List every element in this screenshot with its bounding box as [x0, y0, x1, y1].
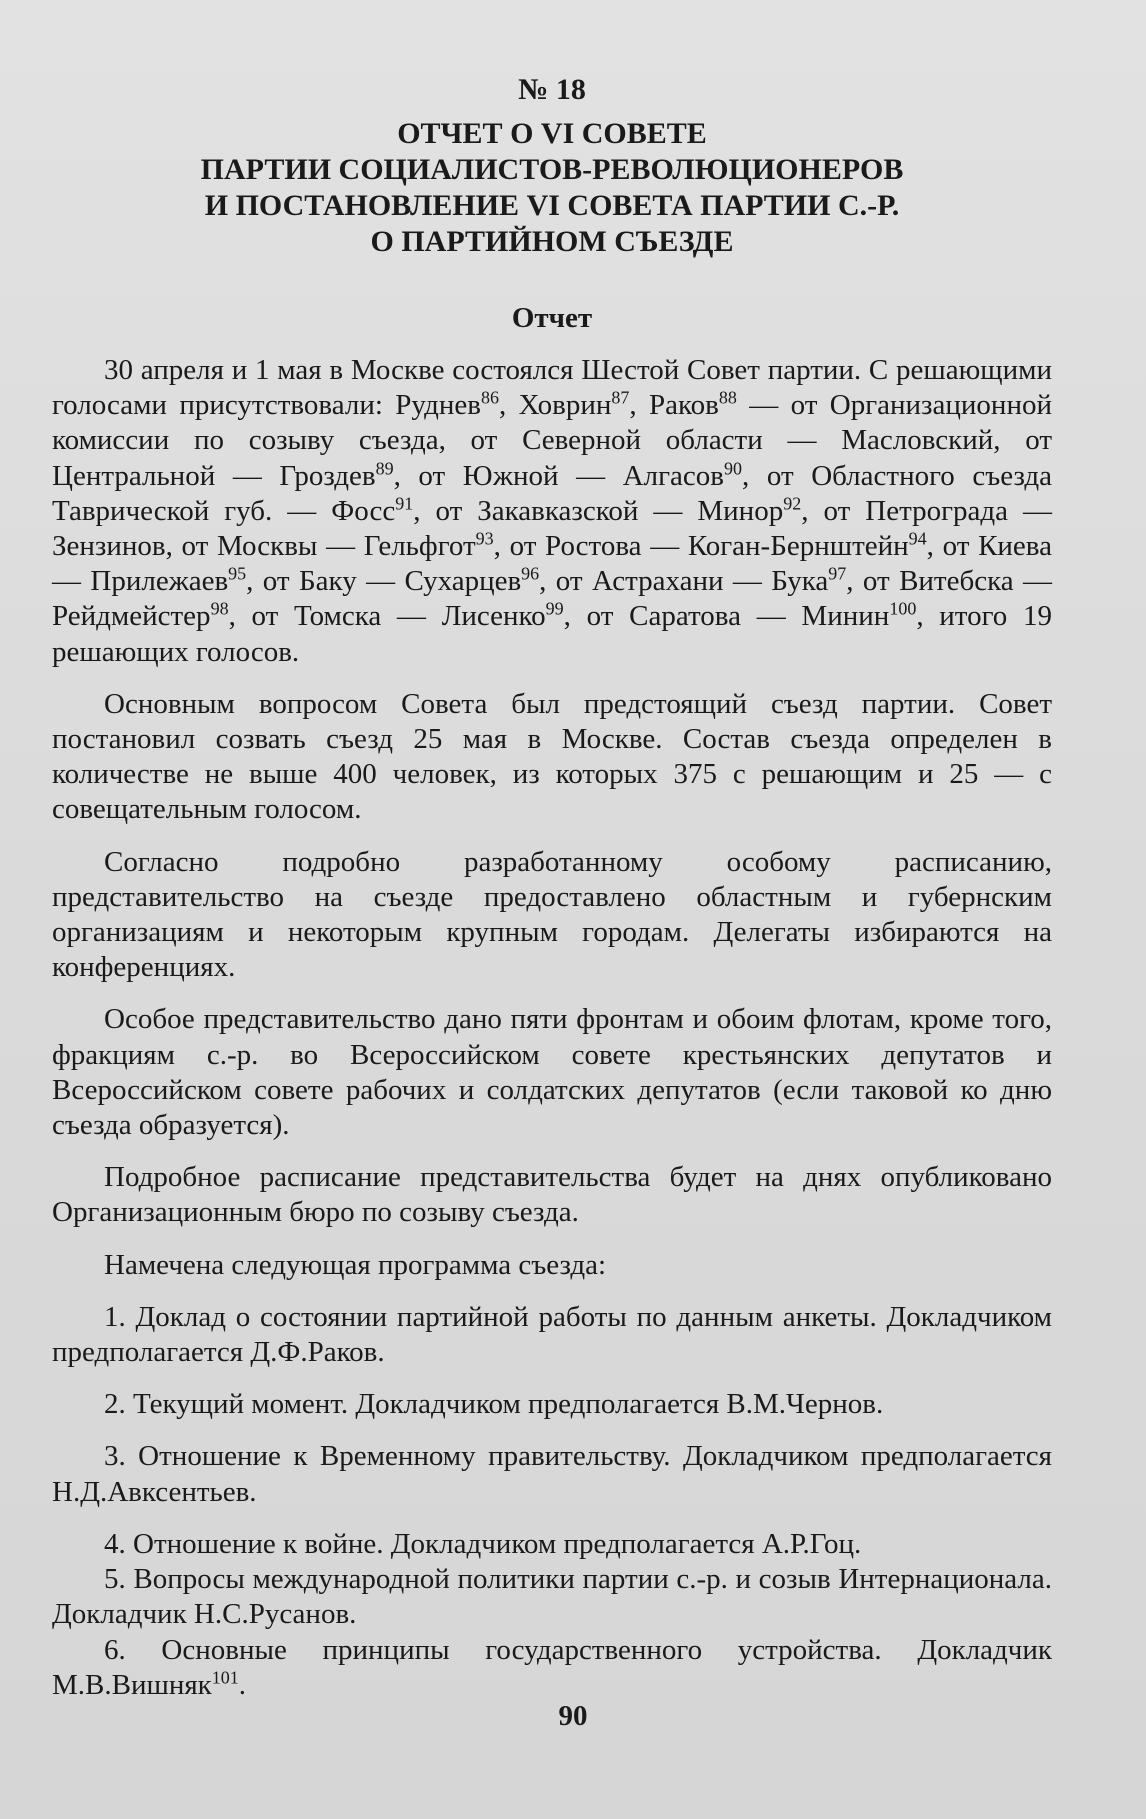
footnote-ref: 88 [718, 387, 737, 408]
paragraph-special-representation: Особое представительство дано пяти фронтам и обоим флотам, кроме того, фракциям с.-р. во Всероссийском совете крестьянских депутатов и Всероссийском совете рабочих и солдатских депутатов (если таковой ко дню съезда образуется). [52, 1003, 1052, 1142]
paragraph-representation: Согласно подробно разработанному особому расписанию, представительство на съезде предоставлено областным и губернским организациям и некоторым крупным городам. Делегаты избираются на конференциях. [52, 845, 1052, 984]
footnote-ref: 87 [611, 387, 630, 408]
text-run: , от Астрахани — Бука [539, 565, 829, 598]
text-run: , от Ростова — Коган-Бернштейн [493, 530, 909, 563]
program-item: 3. Отношение к Временному правительству. Докладчиком предполагается Н.Д.Авксентьев. [52, 1440, 1052, 1508]
footnote-ref: 91 [395, 493, 414, 514]
footnote-ref: 98 [210, 598, 229, 619]
text-run: , от Киева — Прилежаев [52, 530, 1052, 598]
footnote-ref: 89 [375, 457, 394, 478]
text-run: , от Баку — Сухарцев [246, 565, 522, 598]
heading-line-1: ОТЧЕТ О VI СОВЕТЕ [397, 117, 707, 150]
footnote-ref: 97 [828, 563, 847, 584]
paragraph-program-intro: Намечена следующая программа съезда: [104, 1248, 607, 1281]
paragraph-congress: Основным вопросом Совета был предстоящий съезд партии. Совет постановил созвать съезд 25 мая в Москве. Состав съезда определен в количестве не выше 400 человек, из которых 375 с решающим и 25 — с совещательным голосом. [52, 687, 1052, 826]
footnote-ref: 99 [545, 598, 564, 619]
heading-line-3: И ПОСТАНОВЛЕНИЕ VI СОВЕТА ПАРТИИ С.-Р. [204, 189, 900, 222]
footnote-ref: 96 [521, 563, 540, 584]
heading-line-2: ПАРТИИ СОЦИАЛИСТОВ-РЕВОЛЮЦИОНЕРОВ [200, 153, 904, 186]
text-run: , от Саратова — Минин [563, 600, 890, 633]
program-item: 1. Доклад о состоянии партийной работы по данным анкеты. Докладчиком предполагается Д.Ф.Раков. [52, 1300, 1052, 1369]
footnote-ref: 86 [480, 387, 499, 408]
heading-line-4: О ПАРТИЙНОМ СЪЕЗДЕ [370, 225, 734, 258]
document-heading [52, 72, 1052, 260]
program-item: 2. Текущий момент. Докладчиком предполагается В.М.Чернов. [104, 1388, 884, 1421]
program-item [52, 1633, 1052, 1703]
footnote-ref: 101 [211, 1667, 239, 1688]
text-run: , от Южной — Алгасов [393, 459, 724, 492]
text-run: , от Томска — Лисенко [228, 600, 546, 633]
text-run: 6. Основные принципы государственного устройства. Докладчик М.В.Вишняк [52, 1633, 1052, 1701]
footnote-ref: 93 [475, 528, 494, 549]
footnote-ref: 94 [908, 528, 927, 549]
footnote-ref: 90 [723, 457, 742, 478]
page-number: 90 [558, 1700, 588, 1732]
text-run: , итого 19 решающих голосов. [52, 600, 1053, 668]
text-run: , от Петрограда — Зензинов, от Москвы — Гельфгот [52, 494, 1053, 563]
program-item: 4. Отношение к войне. Докладчиком предполагается А.Р.Гоц. [104, 1527, 862, 1560]
footnote-ref: 92 [783, 493, 802, 514]
text-run: , от Закавказской — Минор [413, 494, 784, 527]
text-run: , от Областного съезда Таврической губ. — Фосс [52, 459, 1052, 527]
document-number: № 18 [518, 73, 586, 106]
text-run: , Раков [629, 389, 719, 422]
paragraph-attendees [52, 353, 1052, 670]
footnote-ref: 100 [889, 598, 917, 619]
section-title: Отчет [511, 302, 593, 334]
text-run: , Ховрин [498, 389, 612, 422]
paragraph-schedule: Подробное расписание представительства будет на днях опубликовано Организационным бюро по созыву съезда. [52, 1161, 1052, 1229]
page-content [52, 72, 1052, 1720]
text-run: . [238, 1668, 247, 1701]
text-run: 30 апреля и 1 мая в Москве состоялся Шестой Совет партии. С решающими голосами присутствовали: Руднев [52, 354, 1052, 422]
text-run: , от Витебска — Рейдмейстер [52, 565, 1053, 633]
program-item: 5. Вопросы международной политики партии с.-р. и созыв Интернационала. Докладчик Н.С.Русанов. [52, 1563, 1052, 1631]
footnote-ref: 95 [228, 563, 247, 584]
text-run: — от Организационной комиссии по созыву съезда, от Северной области — Масловский, от Центральной — Гроздев [52, 389, 1052, 492]
